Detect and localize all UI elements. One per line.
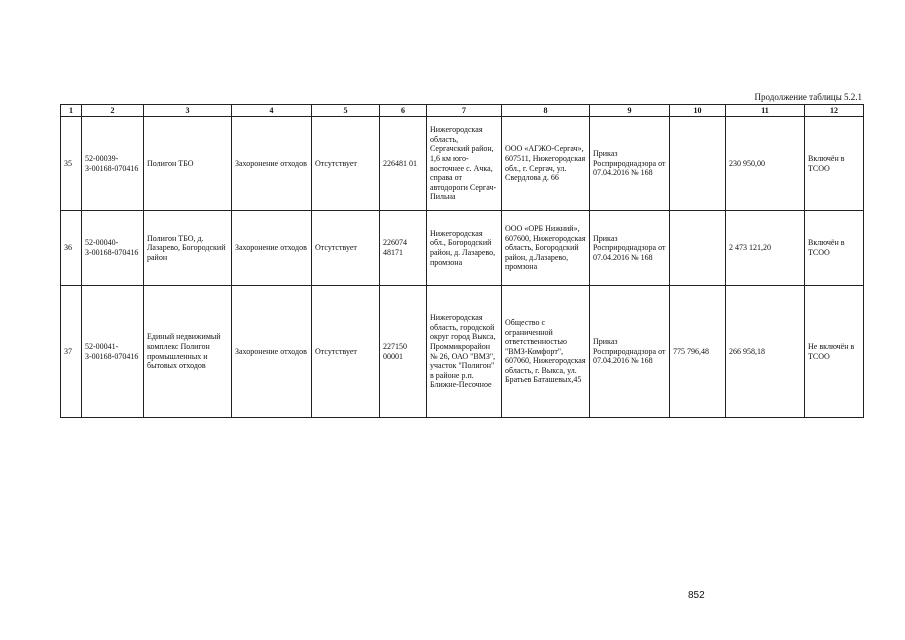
purpose-cell: Захоронение отходов	[232, 117, 312, 211]
column-header: 11	[726, 105, 805, 117]
table-row	[61, 117, 864, 211]
registry-code-cell: 52-00041-З-00168-070416	[82, 286, 144, 418]
location-cell: Нижегородская область, городской округ город Выкса, Проммикрорайон № 26, ОАО "ВМЗ", участок "Полигон" в районе р.п. Ближне-Песочное	[427, 286, 502, 418]
table-row	[61, 211, 864, 286]
column-header: 2	[82, 105, 144, 117]
registry-code-cell: 52-00039-З-00168-070416	[82, 117, 144, 211]
status-cell: Отсутствует	[312, 117, 380, 211]
oktmo-cell: 226074 48171	[380, 211, 427, 286]
location-cell: Нижегородская область, Сергачский район, 1,6 км юго-восточнее с. Ачка, справа от автодороги Сергач-Пильна	[427, 117, 502, 211]
column-11-cell: 2 473 121,20	[726, 211, 805, 286]
location-cell: Нижегородская обл., Богородский район, д. Лазарево, промзона	[427, 211, 502, 286]
column-10-cell: 775 796,48	[670, 286, 726, 418]
column-10-cell	[670, 117, 726, 211]
column-11-cell: 230 950,00	[726, 117, 805, 211]
row-number-cell: 35	[61, 117, 82, 211]
status-cell: Отсутствует	[312, 211, 380, 286]
order-cell: Приказ Росприроднадзора от 07.04.2016 № 168	[590, 286, 670, 418]
page-number: 852	[688, 590, 705, 601]
purpose-cell: Захоронение отходов	[232, 211, 312, 286]
column-header: 5	[312, 105, 380, 117]
column-10-cell	[670, 211, 726, 286]
order-cell: Приказ Росприроднадзора от 07.04.2016 № 168	[590, 117, 670, 211]
registry-code-cell: 52-00040-З-00168-070416	[82, 211, 144, 286]
object-name-cell: Полигон ТБО	[144, 117, 232, 211]
column-header: 12	[805, 105, 864, 117]
column-header: 9	[590, 105, 670, 117]
column-header: 10	[670, 105, 726, 117]
inclusion-cell: Включён в ТСОО	[805, 211, 864, 286]
inclusion-cell: Не включён в ТСОО	[805, 286, 864, 418]
object-name-cell: Полигон ТБО, д. Лазарево, Богородский район	[144, 211, 232, 286]
column-header: 1	[61, 105, 82, 117]
table-caption: Продолжение таблицы 5.2.1	[754, 92, 862, 102]
operator-cell: ООО «ОРБ Нижний», 607600, Нижегородская область, Богородский район, д.Лазарево, промзона	[502, 211, 590, 286]
column-header: 4	[232, 105, 312, 117]
oktmo-cell: 226481 01	[380, 117, 427, 211]
waste-facilities-table	[60, 104, 864, 418]
column-11-cell: 266 958,18	[726, 286, 805, 418]
column-header: 8	[502, 105, 590, 117]
table-header-row	[61, 105, 864, 117]
column-header: 3	[144, 105, 232, 117]
table-row	[61, 286, 864, 418]
object-name-cell: Единый недвижимый комплекс Полигон промышленных и бытовых отходов	[144, 286, 232, 418]
status-cell: Отсутствует	[312, 286, 380, 418]
column-header: 6	[380, 105, 427, 117]
order-cell: Приказ Росприроднадзора от 07.04.2016 № 168	[590, 211, 670, 286]
row-number-cell: 37	[61, 286, 82, 418]
purpose-cell: Захоронение отходов	[232, 286, 312, 418]
operator-cell: Общество с ограниченной ответственностью "ВМЗ-Комфорт", 607060, Нижегородская область, г. Выкса, ул. Братьев Баташевых,45	[502, 286, 590, 418]
row-number-cell: 36	[61, 211, 82, 286]
inclusion-cell: Включён в ТСОО	[805, 117, 864, 211]
oktmo-cell: 227150 00001	[380, 286, 427, 418]
operator-cell: ООО «АГЖО-Сергач», 607511, Нижегородская обл., г. Сергач, ул. Свердлова д. 66	[502, 117, 590, 211]
column-header: 7	[427, 105, 502, 117]
